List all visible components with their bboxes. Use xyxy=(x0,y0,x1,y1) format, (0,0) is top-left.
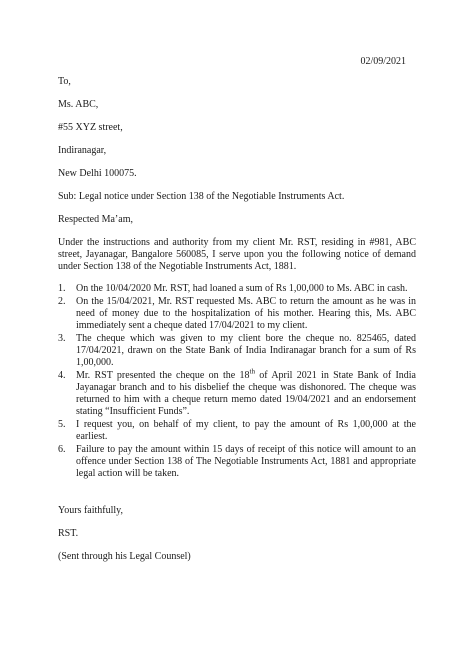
closing-line: Yours faithfully, xyxy=(58,505,124,516)
letter-body xyxy=(58,76,416,574)
subject-line: Sub: Legal notice under Section 138 of the Negotiable Instruments Act. xyxy=(58,191,345,202)
list-item-text-before: Mr. RST presented the cheque on the 18 xyxy=(76,370,250,381)
list-item xyxy=(58,333,416,369)
list-item xyxy=(58,444,416,480)
intro-paragraph: Under the instructions and authority from my client Mr. RST, residing in #981, ABC street, Jayanagar, Bangalore 560085, I serve upon you the following notice of demand under Section 138 of the Negotiable Instruments Act, 1881. xyxy=(58,237,416,272)
list-item-number: 5. xyxy=(58,419,66,430)
list-item-text: On the 10/04/2020 Mr. RST, had loaned a sum of Rs 1,00,000 to Ms. ABC in cash. xyxy=(76,283,408,294)
list-item-text: I request you, on behalf of my client, to pay the amount of Rs 1,00,000 at the earliest. xyxy=(76,419,416,442)
recipient-address-line3: New Delhi 100075. xyxy=(58,168,137,179)
list-item-number: 1. xyxy=(58,283,66,294)
sent-through-line: (Sent through his Legal Counsel) xyxy=(58,551,191,562)
list-item-number: 6. xyxy=(58,444,66,455)
list-item xyxy=(58,367,416,418)
list-item-text-after: of April 2021 in State Bank of India Jayanagar branch and to his disbelief the cheque was dishonored. The cheque was returned to him with a cheque return memo dated 19/04/2021 and an endorsement stating “Insufficient Funds”. xyxy=(76,370,416,417)
greeting: Respected Ma’am, xyxy=(58,214,133,225)
letter-date: 02/09/2021 xyxy=(360,56,406,67)
recipient-address-line1: #55 XYZ street, xyxy=(58,122,123,133)
closing-block xyxy=(58,505,416,563)
list-item-text: The cheque which was given to my client bore the cheque no. 825465, dated 17/04/2021, drawn on the State Bank of India Indiranagar branch for a sum of Rs 1,00,000. xyxy=(76,333,416,368)
list-item xyxy=(58,419,416,443)
list-item xyxy=(58,296,416,332)
list-item-number: 2. xyxy=(58,296,66,307)
to-line: To, xyxy=(58,76,71,87)
signatory: RST. xyxy=(58,528,79,539)
list-item-text: On the 15/04/2021, Mr. RST requested Ms. ABC to return the amount as he was in need of money due to the hospitalization of his mother. Hearing this, Ms. ABC immediately sent a cheque dated 17/04/2021 to my client. xyxy=(76,296,416,331)
ordinal-suffix: th xyxy=(249,367,255,376)
recipient-name: Ms. ABC, xyxy=(58,99,99,110)
list-item-number: 4. xyxy=(58,370,66,381)
list-item-number: 3. xyxy=(58,333,66,344)
notice-points-list xyxy=(58,283,416,480)
list-item-text: Failure to pay the amount within 15 days of receipt of this notice will amount to an offence under Section 138 of The Negotiable Instruments Act, 1881 and appropriate legal action will be taken. xyxy=(76,444,416,479)
list-item xyxy=(58,283,416,295)
recipient-address-line2: Indiranagar, xyxy=(58,145,107,156)
list-item-text xyxy=(76,367,416,417)
